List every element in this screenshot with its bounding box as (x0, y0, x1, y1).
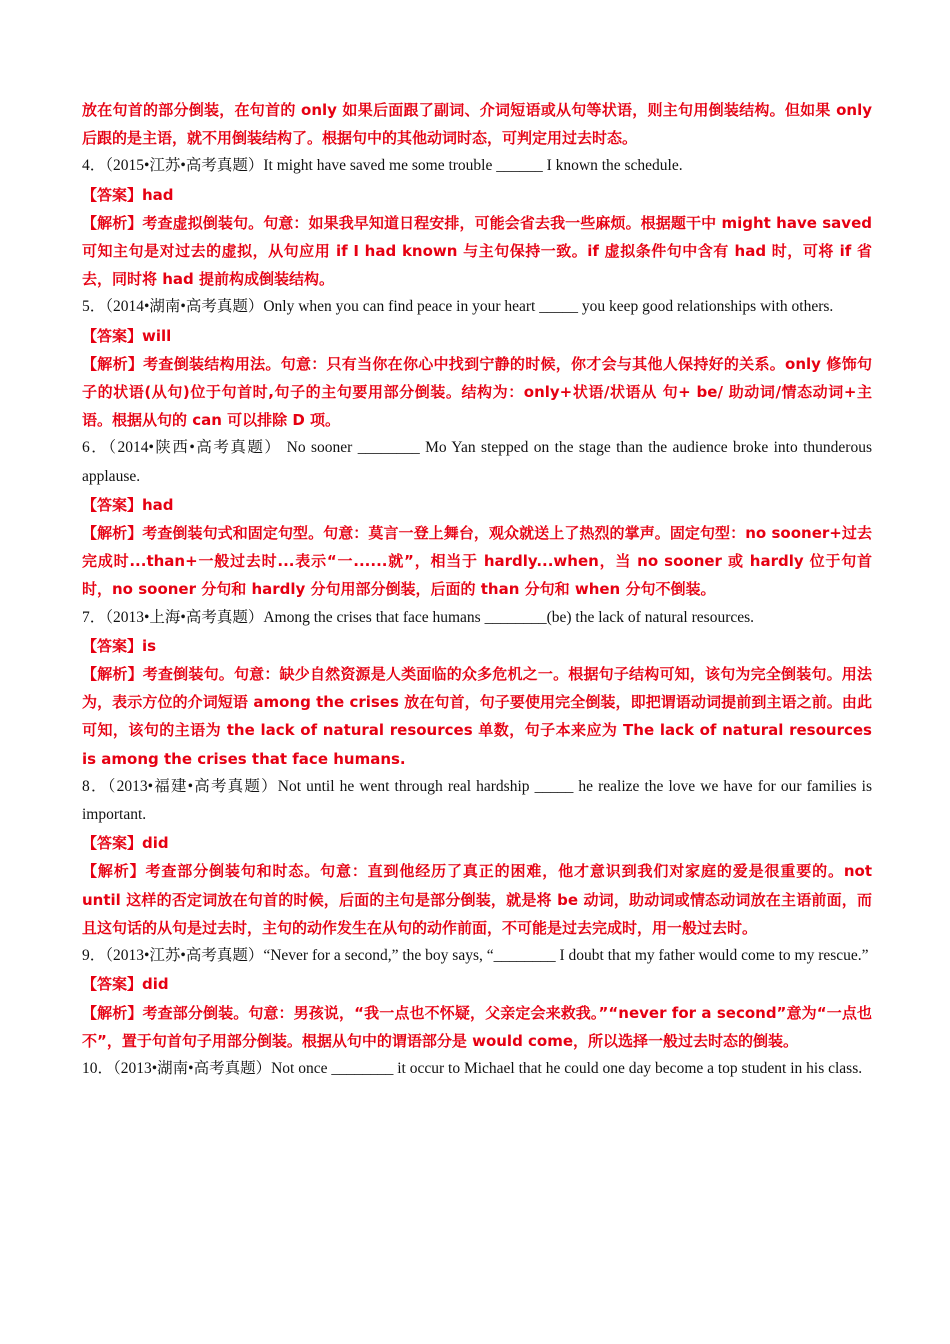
question-5: 5．（2014•湖南•高考真题）Only when you can find peace in your heart _____ you keep good relationships with others. (82, 298, 834, 316)
analysis-5: 【解析】考查倒装结构用法。句意：只有当你在你心中找到宁静的时候，你才会与其他人保持好的关系。only 修饰句子的状语(从句)位于句首时,句子的主句要用部分倒装。结构为：only+状语/状语从 句+ be/ 助动词/情态动词+主语。根据从句的 can 可以排除 D 项。 (82, 354, 872, 430)
question-6: 6．（2014•陕西•高考真题） No sooner ________ Mo Yan stepped on the stage than the audience broke into thunderous applause. (82, 439, 872, 485)
question-9: 9．（2013•江苏•高考真题）“Never for a second,” the boy says, “________ I doubt that my father would come to my rescue.” (82, 947, 869, 965)
answer-6: 【答案】had (82, 495, 174, 514)
analysis-6: 【解析】考查倒装句式和固定句型。句意：莫言一登上舞台，观众就送上了热烈的掌声。固定句型：no sooner+过去完成时...than+一般过去时...表示“一......就”，相当于 hardly...when，当 no sooner 或 hardly 位于句首时，no sooner 分句和 hardly 分句用部分倒装，后面的 than 分句和 when 分句不倒装。 (82, 524, 872, 599)
answer-4: 【答案】had (82, 185, 174, 204)
analysis-9: 【解析】考查部分倒装。句意：男孩说，“我一点也不怀疑，父亲定会来救我。”“never for a second”意为“一点也不”，置于句首句子用部分倒装。根据从句中的谓语部分是 would come，所以选择一般过去时态的倒装。 (82, 1003, 872, 1050)
analysis-4: 【解析】考查虚拟倒装句。句意：如果我早知道日程安排，可能会省去我一些麻烦。根据题干中 might have saved 可知主句是对过去的虚拟，从句应用 if I had known 与主句保持一致。if 虚拟条件句中含有 had 时，可将 if 省去，同时将 had 提前构成倒装结构。 (82, 213, 872, 289)
answer-9: 【答案】did (82, 975, 169, 994)
question-7: 7．（2013•上海•高考真题）Among the crises that face humans ________(be) the lack of natural resources. (82, 608, 755, 626)
answer-5: 【答案】will (82, 326, 172, 345)
answer-8: 【答案】did (82, 834, 169, 853)
analysis-text: 放在句首的部分倒装，在句首的 only 如果后面跟了副词、介词短语或从句等状语，则主句用倒装结构。但如果 only 后跟的是主语，就不用倒装结构了。根据句中的其他动词时态，可判定用过去时态。 (82, 101, 872, 148)
question-8: 8．（2013•福建•高考真题）Not until he went through real hardship _____ he realize the love we have for our families is important. (82, 777, 872, 824)
question-4: 4．（2015•江苏•高考真题）It might have saved me some trouble ______ I known the schedule. (82, 157, 683, 175)
analysis-8: 【解析】考查部分倒装句和时态。句意：直到他经历了真正的困难，他才意识到我们对家庭的爱是很重要的。not until 这样的否定词放在句首的时候，后面的主句是部分倒装，就是将 be 动词，助动词或情态动词放在主语前面，而且这句话的从句是过去时，主句的动作发生在从句的动作前面，不可能是过去完成时，用一般过去时。 (82, 862, 872, 937)
document-page (82, 96, 872, 1083)
analysis-7: 【解析】考查倒装句。句意：缺少自然资源是人类面临的众多危机之一。根据句子结构可知，该句为完全倒装句。用法为，表示方位的介词短语 among the crises 放在句首，句子要使用完全倒装，即把谓语动词提前到主语之前。由此可知，该句的主语为 the lack of natural resources 单数，句子本来应为 The lack of natural resources is among the crises that face humans. (82, 665, 872, 768)
question-10: 10．（2013•湖南•高考真题）Not once ________ it occur to Michael that he could one day become a top student in his class. (82, 1059, 863, 1077)
answer-7: 【答案】is (82, 636, 157, 655)
